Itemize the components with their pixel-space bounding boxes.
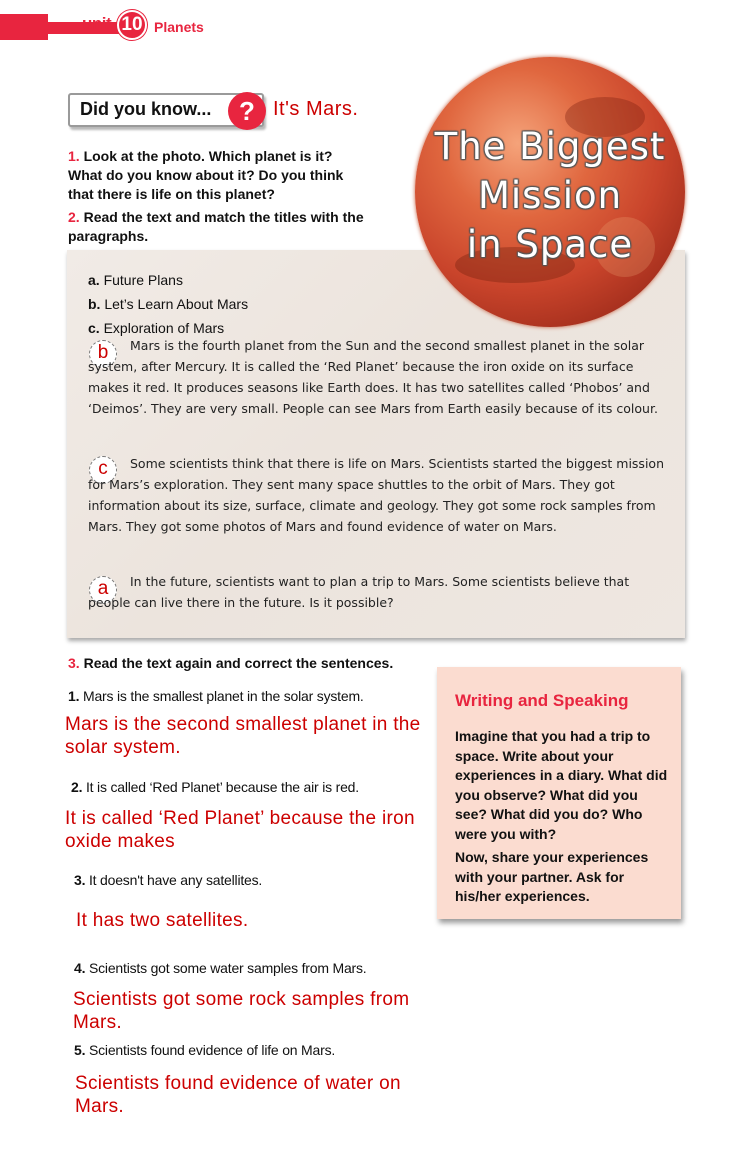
title-letter: c. [88, 320, 100, 336]
exercise-3-text: Read the text again and correct the sentences. [83, 655, 394, 671]
paragraph-answer-badge: b [89, 340, 117, 368]
title-item [88, 268, 248, 292]
instruction-1 [68, 147, 368, 204]
did-you-know-label: Did you know... [80, 99, 212, 119]
sentence-number: 5. [74, 1042, 86, 1058]
title-text: Let’s Learn About Mars [104, 296, 249, 312]
image-title-line-2: Mission [477, 174, 623, 217]
paragraph-answer-badge: a [89, 576, 117, 604]
handwritten-answer: Scientists found evidence of water on Mars. [75, 1073, 401, 1117]
instruction-2 [68, 208, 368, 246]
image-title [415, 122, 685, 269]
unit-topic: Planets [154, 19, 204, 35]
title-text: Exploration of Mars [103, 320, 225, 336]
handwritten-answer: It has two satellites. [76, 910, 249, 931]
exercise-3-number: 3. [68, 655, 80, 671]
title-text: Future Plans [103, 272, 183, 288]
title-letter: a. [88, 272, 100, 288]
sentence-text: Mars is the smallest planet in the solar system. [82, 688, 364, 704]
sentence-text: Scientists found evidence of life on Mars. [88, 1042, 336, 1058]
instruction-1-number: 1. [68, 148, 80, 164]
image-title-line-1: The Biggest [434, 125, 666, 168]
unit-header-bar [0, 14, 48, 40]
instruction-2-number: 2. [68, 209, 80, 225]
question-mark-icon: ? [228, 92, 266, 130]
speaking-task-text: Now, share your experiences with your partner. Ask for his/her experiences. [455, 849, 649, 904]
paragraph-1-text: Mars is the fourth planet from the Sun and the second smallest planet in the solar system, after Mercury. It is called the ‘Red Planet’ because the iron oxide on its surface makes it red. It produces seasons like Earth does. It has two satellites called ‘Phobos’ and ‘Deimos’. They are very small. People can see Mars from Earth easily because of its colour. [88, 338, 658, 416]
sentence-number: 3. [74, 872, 86, 888]
sentence-text: Scientists got some water samples from Mars. [88, 960, 367, 976]
unit-number-badge: 10 [117, 10, 147, 40]
paragraph-2-text: Some scientists think that there is life on Mars. Scientists started the biggest mission for Mars’s exploration. They sent many space shuttles to the orbit of Mars. They got information about its size, surface, climate and geology. They got some rock samples from Mars. They got some photos of Mars and found evidence of water on Mars. [88, 456, 664, 534]
paragraph-1 [88, 335, 673, 419]
sentence-text: It is called ‘Red Planet’ because the air is red. [85, 779, 359, 795]
title-item [88, 292, 248, 316]
paragraph-2 [88, 453, 673, 537]
paragraph-3-text: In the future, scientists want to plan a trip to Mars. Some scientists believe that people can live there in the future. Is it possible? [88, 574, 630, 610]
paragraph-titles-list [88, 268, 248, 340]
exercise-sentence [71, 779, 359, 795]
exercise-sentence [74, 1042, 335, 1058]
did-you-know-answer: It's Mars. [273, 98, 359, 120]
sentence-number: 2. [71, 779, 83, 795]
exercise-sentence [74, 960, 367, 976]
unit-label: unit [82, 14, 112, 33]
sentence-number: 1. [68, 688, 80, 704]
exercise-sentence [74, 872, 262, 888]
image-title-line-3: in Space [466, 223, 634, 266]
exercise-sentence [68, 688, 364, 704]
writing-task-text: Imagine that you had a trip to space. Write about your experiences in a diary. What did you observe? What did you see? What did you do? Who were you with? [455, 728, 668, 842]
exercise-3-instruction [68, 655, 393, 671]
paragraph-3 [88, 571, 673, 613]
paragraph-answer-badge: c [89, 456, 117, 484]
instruction-2-text: Read the text and match the titles with the paragraphs. [68, 209, 364, 244]
sentence-text: It doesn't have any satellites. [88, 872, 263, 888]
sentence-number: 4. [74, 960, 86, 976]
handwritten-answer: Scientists got some rock samples from Mars. [73, 989, 410, 1033]
title-letter: b. [88, 296, 101, 312]
writing-speaking-title: Writing and Speaking [455, 691, 629, 710]
handwritten-answer: It is called ‘Red Planet’ because the iron oxide makes [65, 808, 415, 852]
instruction-1-text: Look at the photo. Which planet is it? What do you know about it? Do you think that there is life on this planet? [68, 148, 344, 202]
handwritten-answer: Mars is the second smallest planet in the solar system. [65, 714, 421, 758]
